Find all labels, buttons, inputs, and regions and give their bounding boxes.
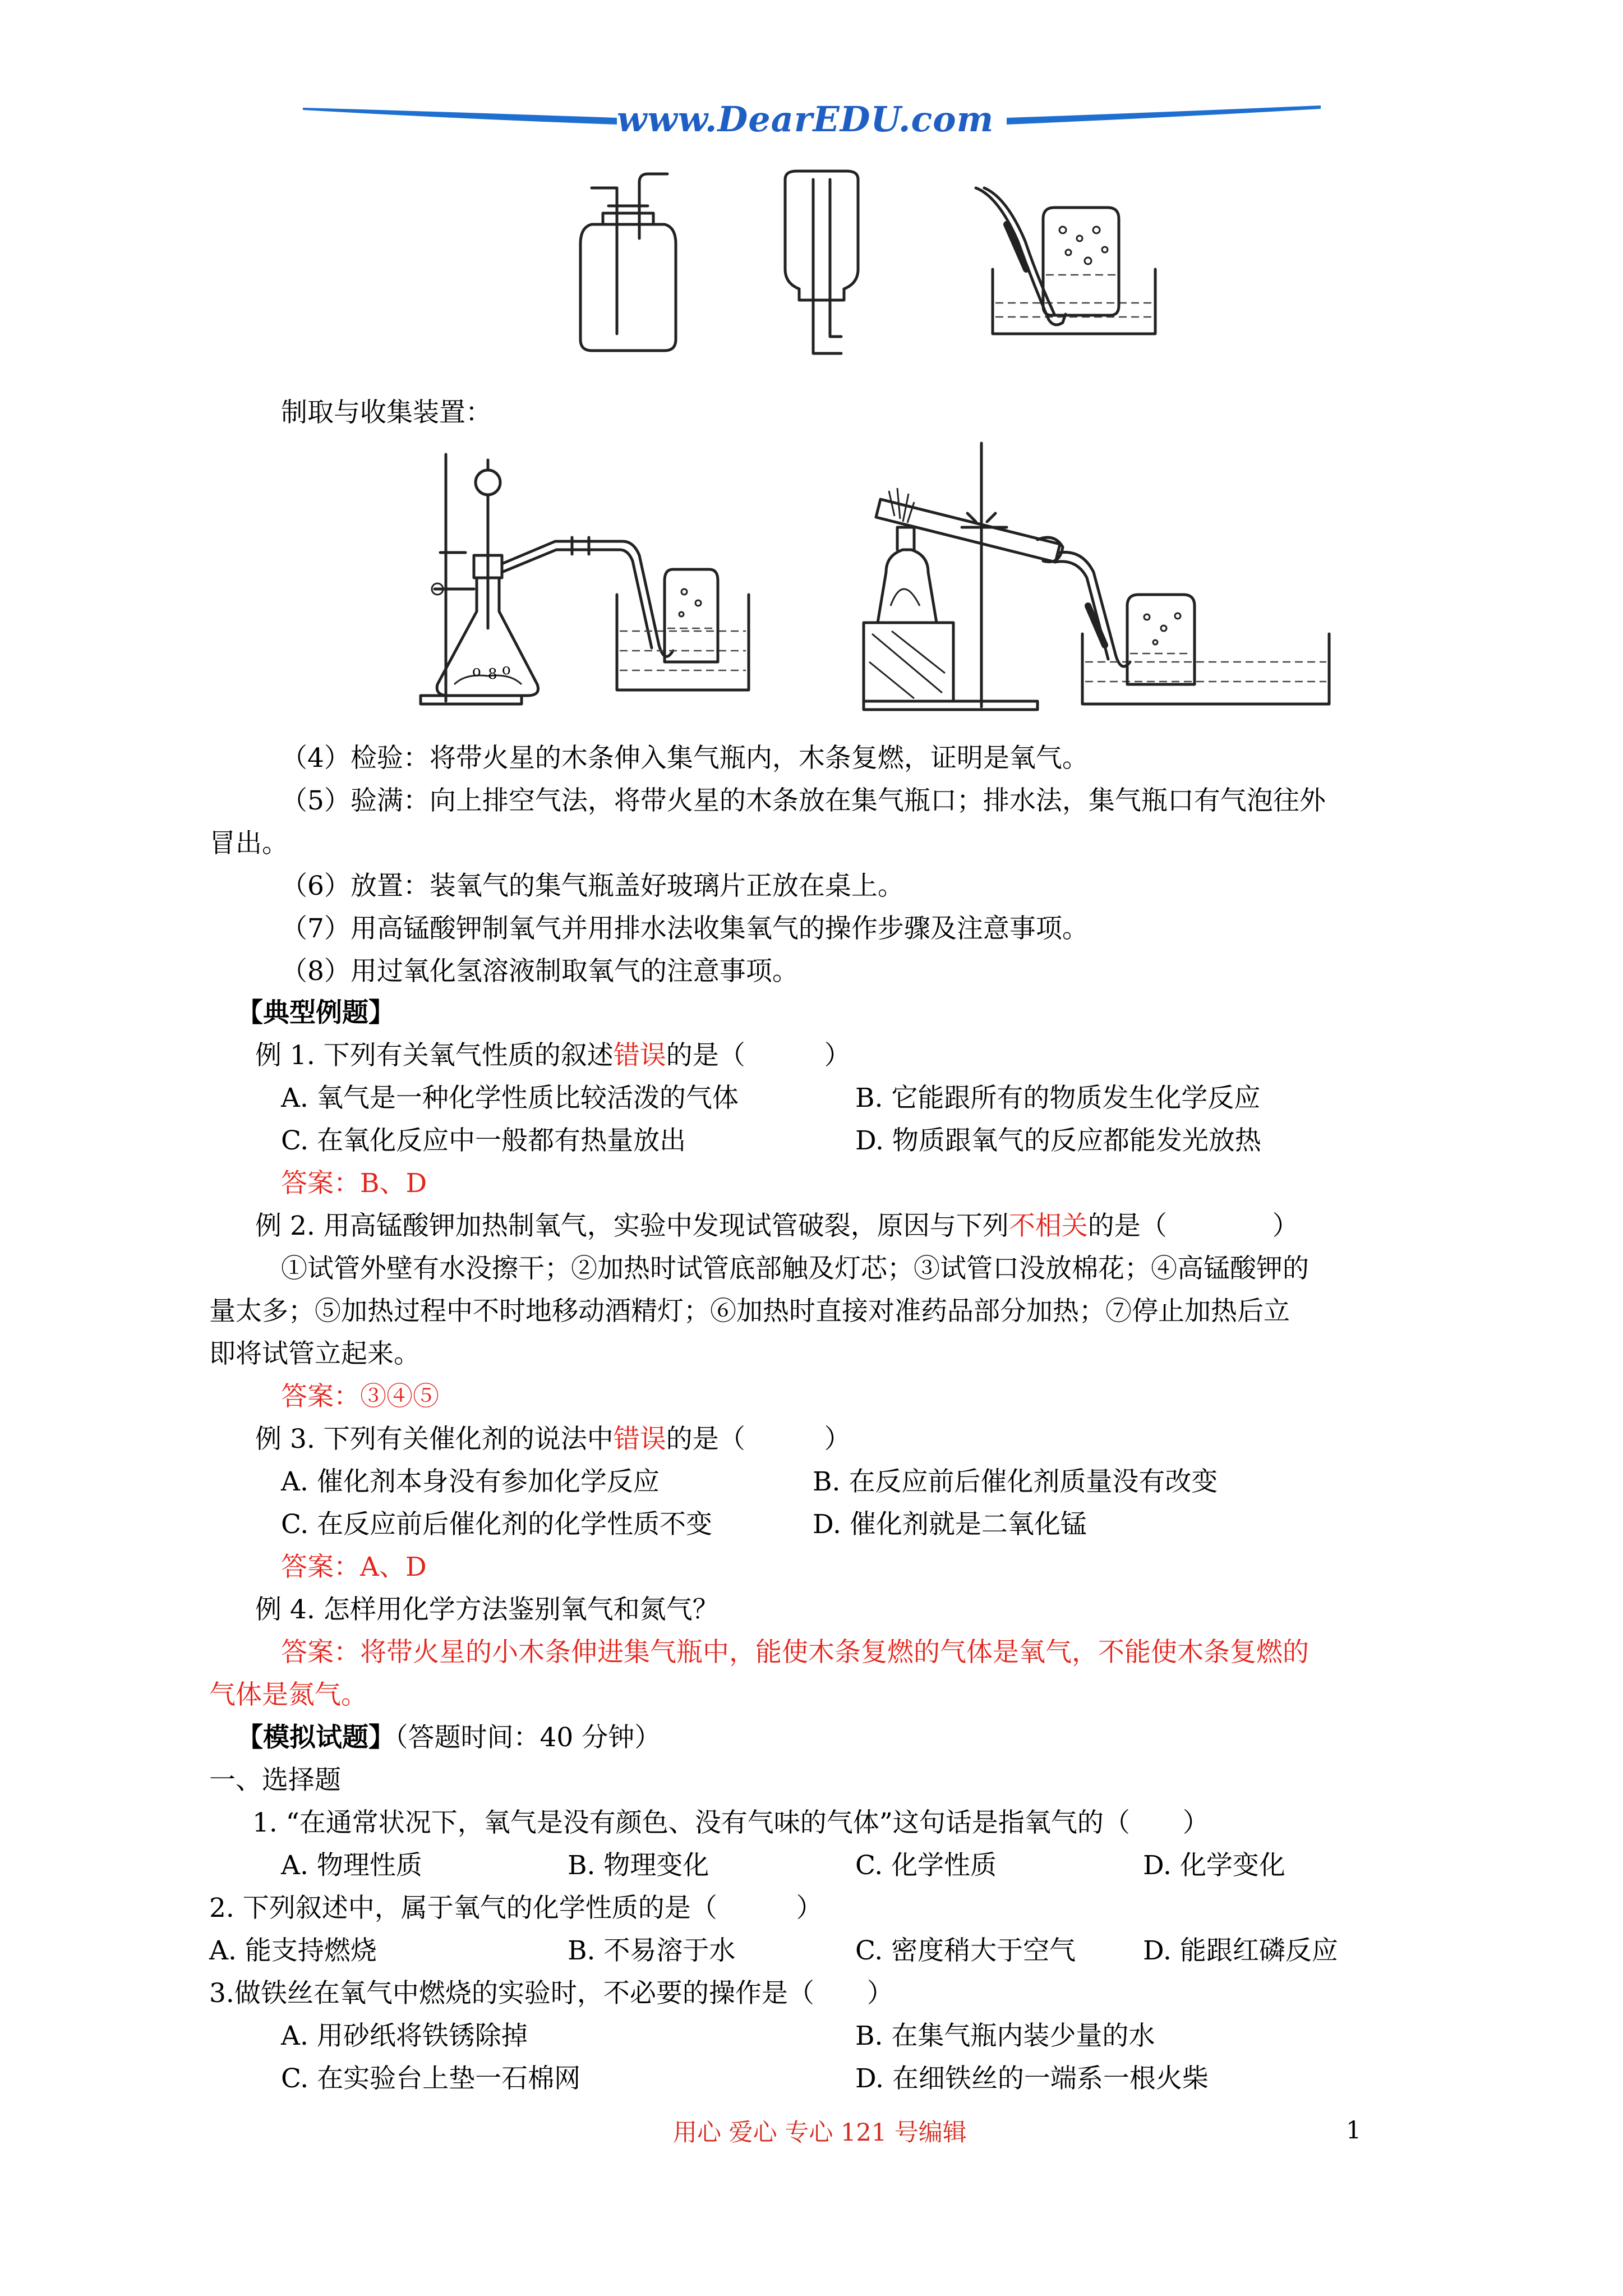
note-8: （8）用过氧化氢溶液制取氧气的注意事项。 — [281, 956, 799, 987]
example-1-answer: 答案：B、D — [281, 1168, 427, 1199]
example-3-answer: 答案：A、D — [281, 1552, 427, 1582]
test-tube-heating-apparatus-figure — [847, 438, 1340, 718]
example-2-line-1: ①试管外壁有水没擦干；②加热时试管底部触及灯芯；③试管口没放棉花；④高锰酸钾的 — [281, 1253, 1309, 1284]
question-2-option-b: B. 不易溶于水 — [568, 1935, 736, 1966]
example-4-stem: 例 4. 怎样用化学方法鉴别氧气和氮气？ — [255, 1594, 719, 1625]
gas-bottle-with-tubes-figure — [569, 171, 693, 362]
note-5-cont: 冒出。 — [209, 828, 288, 859]
question-3-stem: 3.做铁丝在氧气中燃烧的实验时，不必要的操作是（ ） — [209, 1978, 893, 2009]
drainage-collection-figure — [965, 185, 1166, 342]
example-2-line-2: 量太多；⑤加热过程中不时地移动酒精灯；⑥加热时直接对准药品部分加热；⑦停止加热后立 — [209, 1296, 1290, 1327]
banner-swoosh-left — [303, 101, 617, 135]
example-2-line-3: 即将试管立起来。 — [209, 1338, 420, 1369]
question-1-option-a: A. 物理性质 — [281, 1850, 422, 1881]
footer-credit: 用心 爱心 专心 121 号编辑 — [673, 2119, 967, 2147]
example-1-option-a: A. 氧气是一种化学性质比较活泼的气体 — [281, 1083, 739, 1114]
note-5: （5）验满：向上排空气法，将带火星的木条放在集气瓶口；排水法，集气瓶口有气泡往外 — [281, 785, 1326, 816]
example-1-stem: 例 1. 下列有关氧气性质的叙述错误的是（ ） — [255, 1040, 851, 1071]
example-3-stem: 例 3. 下列有关催化剂的说法中错误的是（ ） — [255, 1424, 851, 1455]
question-1-option-c: C. 化学性质 — [855, 1850, 997, 1881]
typical-examples-heading: 【典型例题】 — [237, 997, 395, 1028]
example-2-answer: 答案：③④⑤ — [281, 1381, 439, 1412]
inverted-bottle-figure — [774, 168, 869, 359]
question-3-option-c: C. 在实验台上垫一石棉网 — [281, 2063, 581, 2094]
question-2-option-d: D. 能跟红磷反应 — [1143, 1935, 1338, 1966]
figures-label: 制取与收集装置： — [281, 397, 492, 428]
svg-text:o: o — [472, 663, 481, 680]
page-number: 1 — [1346, 2116, 1362, 2145]
question-1-stem: 1. “在通常状况下，氧气是没有颜色、没有气味的气体”这句话是指氧气的（ ） — [252, 1807, 1209, 1838]
example-4-answer-line-2: 气体是氮气。 — [209, 1680, 367, 1710]
example-3-option-a: A. 催化剂本身没有参加化学反应 — [281, 1466, 660, 1497]
example-2-stem: 例 2. 用高锰酸钾加热制氧气，实验中发现试管破裂，原因与下列不相关的是（ ） — [255, 1211, 1299, 1241]
mock-test-heading: 【模拟试题】（答题时间：40 分钟） — [237, 1722, 661, 1753]
banner-swoosh-right — [1007, 101, 1321, 135]
note-7: （7）用高锰酸钾制氧气并用排水法收集氧气的操作步骤及注意事项。 — [281, 913, 1089, 944]
flask-drainage-apparatus-figure — [409, 443, 757, 718]
question-3-option-a: A. 用砂纸将铁锈除掉 — [281, 2021, 528, 2051]
site-url: www.DearEDU.com — [617, 99, 994, 140]
question-3-option-b: B. 在集气瓶内装少量的水 — [855, 2021, 1155, 2051]
question-2-option-a: A. 能支持燃烧 — [209, 1935, 377, 1966]
example-4-answer-line-1: 答案：将带火星的小木条伸进集气瓶中，能使木条复燃的气体是氧气，不能使木条复燃的 — [281, 1637, 1309, 1668]
note-6: （6）放置：装氧气的集气瓶盖好玻璃片正放在桌上。 — [281, 871, 904, 901]
example-3-option-b: B. 在反应前后催化剂质量没有改变 — [813, 1466, 1218, 1497]
example-3-option-c: C. 在反应前后催化剂的化学性质不变 — [281, 1509, 713, 1540]
note-4: （4）检验：将带火星的木条伸入集气瓶内，木条复燃，证明是氧气。 — [281, 743, 1089, 774]
question-3-option-d: D. 在细铁丝的一端系一根火柴 — [855, 2063, 1209, 2094]
example-3-option-d: D. 催化剂就是二氧化锰 — [813, 1509, 1087, 1540]
svg-text:8: 8 — [488, 666, 497, 683]
question-1-option-b: B. 物理变化 — [568, 1850, 709, 1881]
example-1-option-c: C. 在氧化反应中一般都有热量放出 — [281, 1125, 686, 1156]
svg-text:o: o — [502, 661, 511, 678]
part-one-title: 一、选择题 — [209, 1765, 341, 1796]
example-1-option-b: B. 它能跟所有的物质发生化学反应 — [855, 1083, 1261, 1114]
question-2-stem: 2. 下列叙述中，属于氧气的化学性质的是（ ） — [209, 1893, 823, 1924]
question-1-option-d: D. 化学变化 — [1143, 1850, 1285, 1881]
question-2-option-c: C. 密度稍大于空气 — [855, 1935, 1076, 1966]
example-1-option-d: D. 物质跟氧气的反应都能发光放热 — [855, 1125, 1261, 1156]
